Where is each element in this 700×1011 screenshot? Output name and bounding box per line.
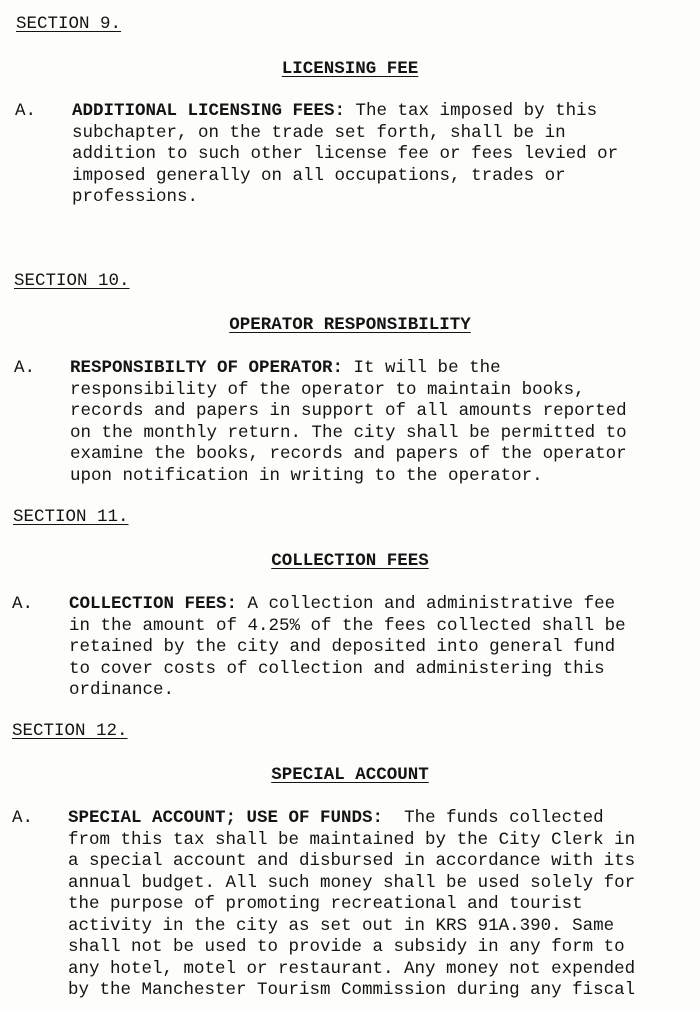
paragraph-marker: A. — [14, 358, 36, 378]
section-12-title: SPECIAL ACCOUNT — [271, 765, 429, 785]
section-11-label: SECTION 11. — [13, 507, 129, 527]
section-9-title: LICENSING FEE — [281, 59, 419, 79]
paragraph-line: by the Manchester Tourism Commission during any fiscal — [68, 980, 636, 1000]
paragraph-line: the purpose of promoting recreational and tourist — [68, 894, 583, 914]
paragraph-heading: ADDITIONAL LICENSING FEES: — [72, 101, 346, 121]
paragraph-line: professions. — [72, 187, 199, 207]
paragraph-marker: A. — [12, 594, 34, 614]
paragraph-line: shall not be used to provide a subsidy in any form to — [68, 937, 625, 957]
paragraph-line: addition to such other license fee or fees levied or — [72, 144, 619, 164]
paragraph-text: The funds collected — [383, 808, 604, 828]
paragraph-heading: COLLECTION FEES: — [69, 594, 238, 614]
paragraph-text: The tax imposed by this — [345, 101, 598, 121]
paragraph-line: a special account and disbursed in accordance with its — [68, 851, 636, 871]
paragraph-line: responsibility of the operator to maintain books, — [70, 379, 585, 400]
paragraph-line: upon notification in writing to the operator. — [70, 465, 543, 486]
paragraph-text: A collection and administrative fee — [237, 594, 616, 614]
paragraph-heading: SPECIAL ACCOUNT; USE OF FUNDS: — [68, 808, 384, 828]
paragraph-line: ordinance. — [69, 680, 175, 700]
paragraph-line: annual budget. All such money shall be used solely for — [68, 872, 636, 893]
section-11-title: COLLECTION FEES — [271, 551, 429, 571]
section-12-label: SECTION 12. — [12, 721, 128, 741]
paragraph-text: It will be the — [343, 358, 501, 378]
paragraph-marker: A. — [15, 101, 37, 121]
section-9-label: SECTION 9. — [16, 14, 122, 34]
paragraph-line: from this tax shall be maintained by the City Clerk in — [68, 829, 636, 850]
paragraph-line: on the monthly return. The city shall be permitted to — [70, 422, 627, 443]
paragraph-marker: A. — [12, 808, 34, 828]
paragraph-line: records and papers in support of all amounts reported — [70, 401, 627, 421]
paragraph-line: to cover costs of collection and administering this — [69, 658, 605, 679]
section-10-label: SECTION 10. — [14, 271, 130, 291]
paragraph-line: examine the books, records and papers of the operator — [70, 444, 627, 464]
section-10-title: OPERATOR RESPONSIBILITY — [229, 315, 471, 335]
paragraph-line: activity in the city as set out in KRS 91A.390. Same — [68, 915, 615, 936]
paragraph-line: in the amount of 4.25% of the fees collected shall be — [69, 615, 626, 636]
paragraph-line: any hotel, motel or restaurant. Any money not expended — [68, 958, 636, 979]
paragraph-heading: RESPONSIBILTY OF OPERATOR: — [70, 358, 344, 378]
paragraph-line: retained by the city and deposited into general fund — [69, 637, 616, 657]
paragraph-line: subchapter, on the trade set forth, shall be in — [72, 122, 566, 143]
paragraph-line: imposed generally on all occupations, trades or — [72, 165, 566, 186]
